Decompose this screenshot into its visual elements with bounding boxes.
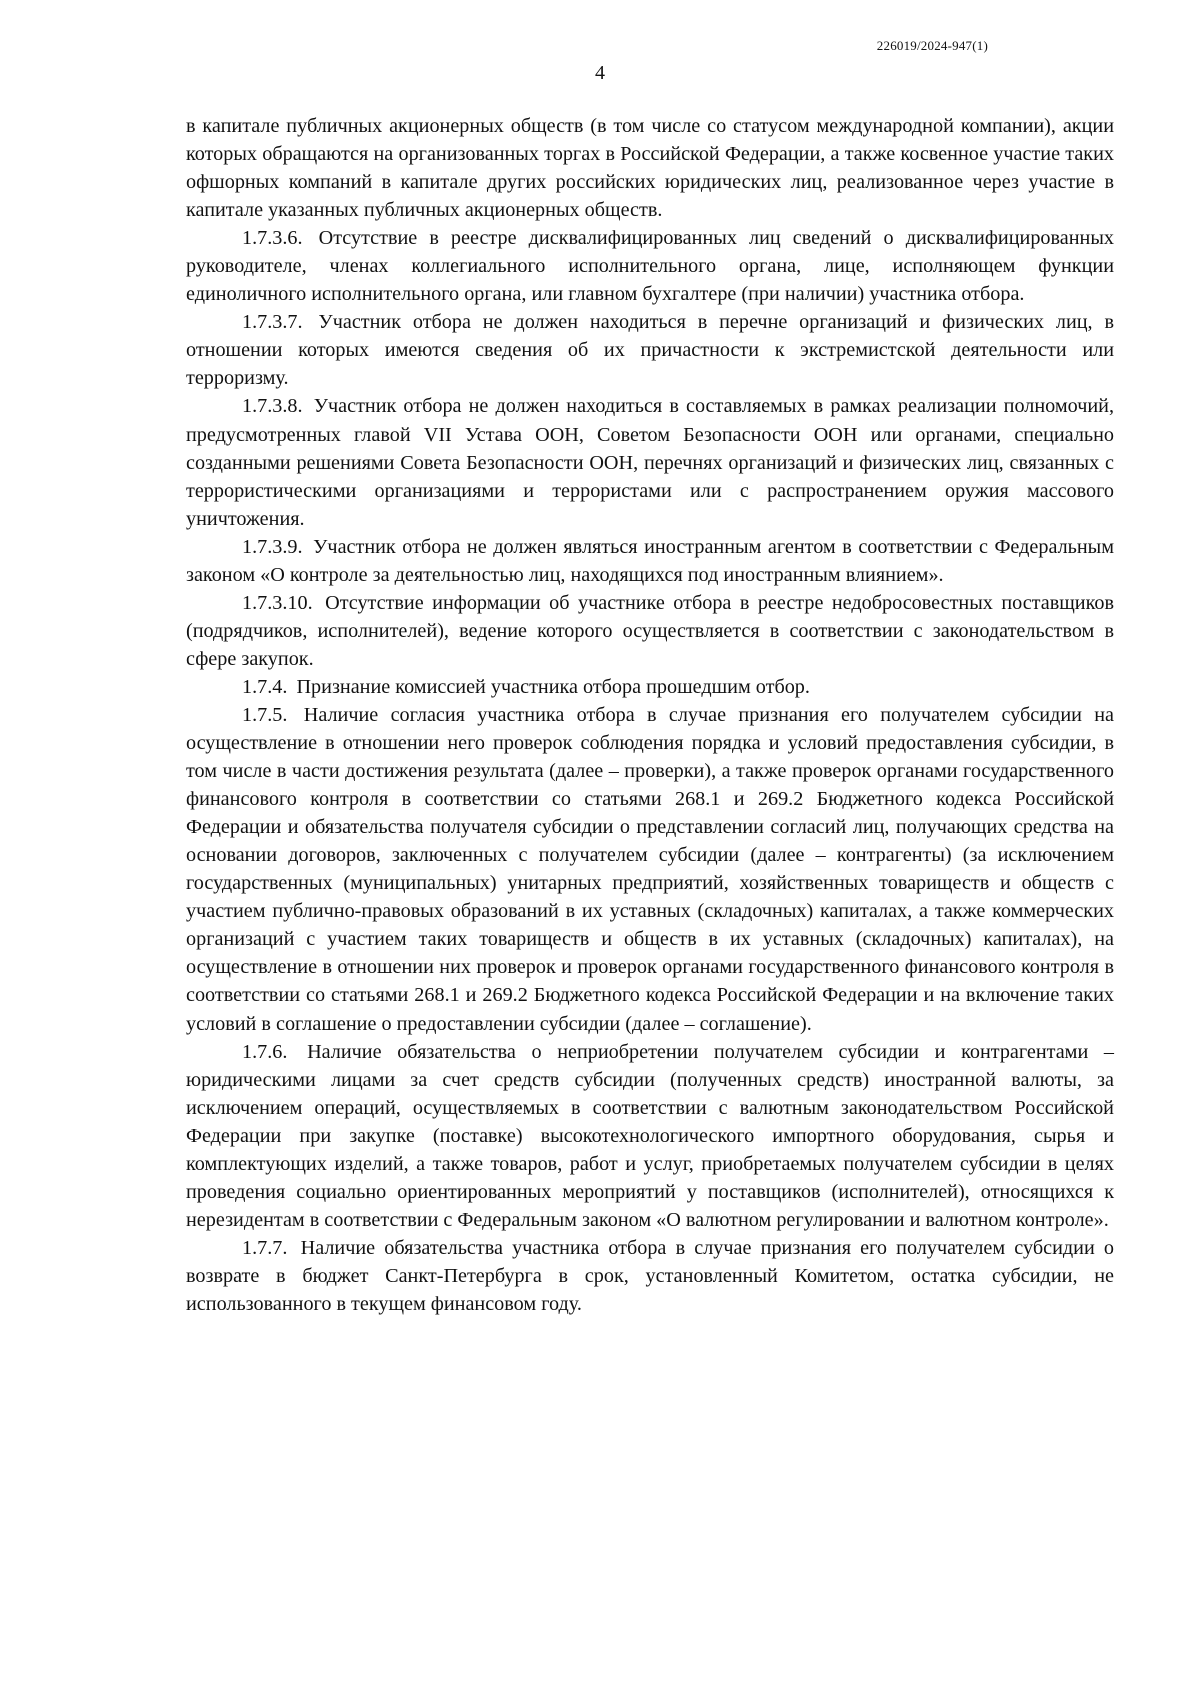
paragraph-text: Наличие согласия участника отбора в случае признания его получателем субсидии на осуществление в отношении него проверок соблюдения порядка и условий предоставления субсидии, в том числе в части достижения результата (далее – проверки), а также проверок органами государственного финансового контроля в соответствии со статьями 268.1 и 269.2 Бюджетного кодекса Российской Федерации и обязательства получателя субсидии о представлении согласий лиц, получающих средства на основании договоров, заключенных с получателем субсидии (далее – контрагенты) (за исключением государственных (муниципальных) унитарных предприятий, хозяйственных товариществ и обществ с участием публично-правовых образований в их уставных (складочных) капиталах, а также коммерческих организаций с участием таких товариществ и обществ в их уставных (складочных) капиталах), на осуществление в отношении них проверок и проверок органами государственного финансового контроля в соответствии со статьями 268.1 и 269.2 Бюджетного кодекса Российской Федерации и на включение таких условий в соглашение о предоставлении субсидии (далее – соглашение). [186, 703, 1115, 1035]
paragraph-number: 1.7.3.7. [242, 311, 303, 334]
page-number: 4 [595, 62, 605, 84]
paragraph-number: 1.7.6. [242, 1040, 288, 1063]
paragraph-number: 1.7.3.8. [242, 395, 303, 418]
paragraph-1-7-6 [186, 1038, 1114, 1234]
paragraph-continuation [186, 112, 1114, 224]
paragraph-text: Участник отбора не должен находиться в составляемых в рамках реализации полномочий, предусмотренных главой VII Устава ООН, Советом Безопасности ООН или органами, специально созданными решениями Совета Безопасности ООН, перечнях организаций и физических лиц, связанных с террористическими организациями и террористами или с распространением оружия массового уничтожения. [186, 395, 1115, 530]
paragraph-1-7-3-7 [186, 308, 1114, 392]
paragraph-text: Участник отбора не должен являться иностранным агентом в соответствии с Федеральным законом «О контроле за деятельностью лиц, находящихся под иностранным влиянием». [186, 535, 1114, 586]
paragraph-number: 1.7.3.10. [242, 591, 313, 614]
paragraph-1-7-3-10 [186, 589, 1114, 673]
paragraph-text: Отсутствие в реестре дисквалифицированных лиц сведений о дисквалифицированных руководителе, членах коллегиального исполнительного органа, лице, исполняющем функции единоличного исполнительного органа, или главном бухгалтере (при наличии) участника отбора. [186, 227, 1115, 306]
paragraph-text: в капитале публичных акционерных обществ (в том числе со статусом международной компании), акции которых обращаются на организованных торгах в Российской Федерации, а также косвенное участие таких офшорных компаний в капитале других российских юридических лиц, реализованное через участие в капитале указанных публичных акционерных обществ. [186, 115, 1114, 222]
paragraph-1-7-3-8 [186, 392, 1114, 532]
paragraph-number: 1.7.4. [242, 675, 288, 698]
paragraph-1-7-4 [186, 673, 1114, 701]
paragraph-1-7-5 [186, 701, 1114, 1038]
paragraph-text: Наличие обязательства о неприобретении получателем субсидии и контрагентами – юридическими лицами за счет средств субсидии (полученных средств) иностранной валюты, за исключением операций, осуществляемых в соответствии с валютным законодательством Российской Федерации при закупке (поставке) высокотехнологического импортного оборудования, сырья и комплектующих изделий, а также товаров, работ и услуг, приобретаемых получателем субсидии в целях проведения социально ориентированных мероприятий у поставщиков (исполнителей), относящихся к нерезидентам в соответствии с Федеральным законом «О валютном регулировании и валютном контроле». [186, 1040, 1114, 1231]
paragraph-1-7-7 [186, 1234, 1114, 1318]
paragraph-number: 1.7.3.9. [242, 535, 303, 558]
paragraph-text: Признание комиссией участника отбора прошедшим отбор. [296, 675, 810, 698]
paragraph-text: Участник отбора не должен находиться в перечне организаций и физических лиц, в отношении которых имеются сведения об их причастности к экстремистской деятельности или терроризму. [186, 311, 1114, 390]
document-registration-number: 226019/2024-947(1) [876, 38, 988, 53]
paragraph-text: Отсутствие информации об участнике отбора в реестре недобросовестных поставщиков (подрядчиков, исполнителей), ведение которого осуществляется в соответствии с законодательством в сфере закупок. [186, 591, 1114, 670]
paragraph-text: Наличие обязательства участника отбора в случае признания его получателем субсидии о возврате в бюджет Санкт-Петербурга в срок, установленный Комитетом, остатка субсидии, не использованного в текущем финансовом году. [186, 1236, 1115, 1315]
paragraph-1-7-3-9 [186, 533, 1114, 589]
paragraph-1-7-3-6 [186, 224, 1114, 308]
document-body [186, 112, 1114, 1318]
paragraph-number: 1.7.3.6. [242, 227, 303, 250]
paragraph-number: 1.7.7. [242, 1236, 288, 1259]
paragraph-number: 1.7.5. [242, 703, 288, 726]
